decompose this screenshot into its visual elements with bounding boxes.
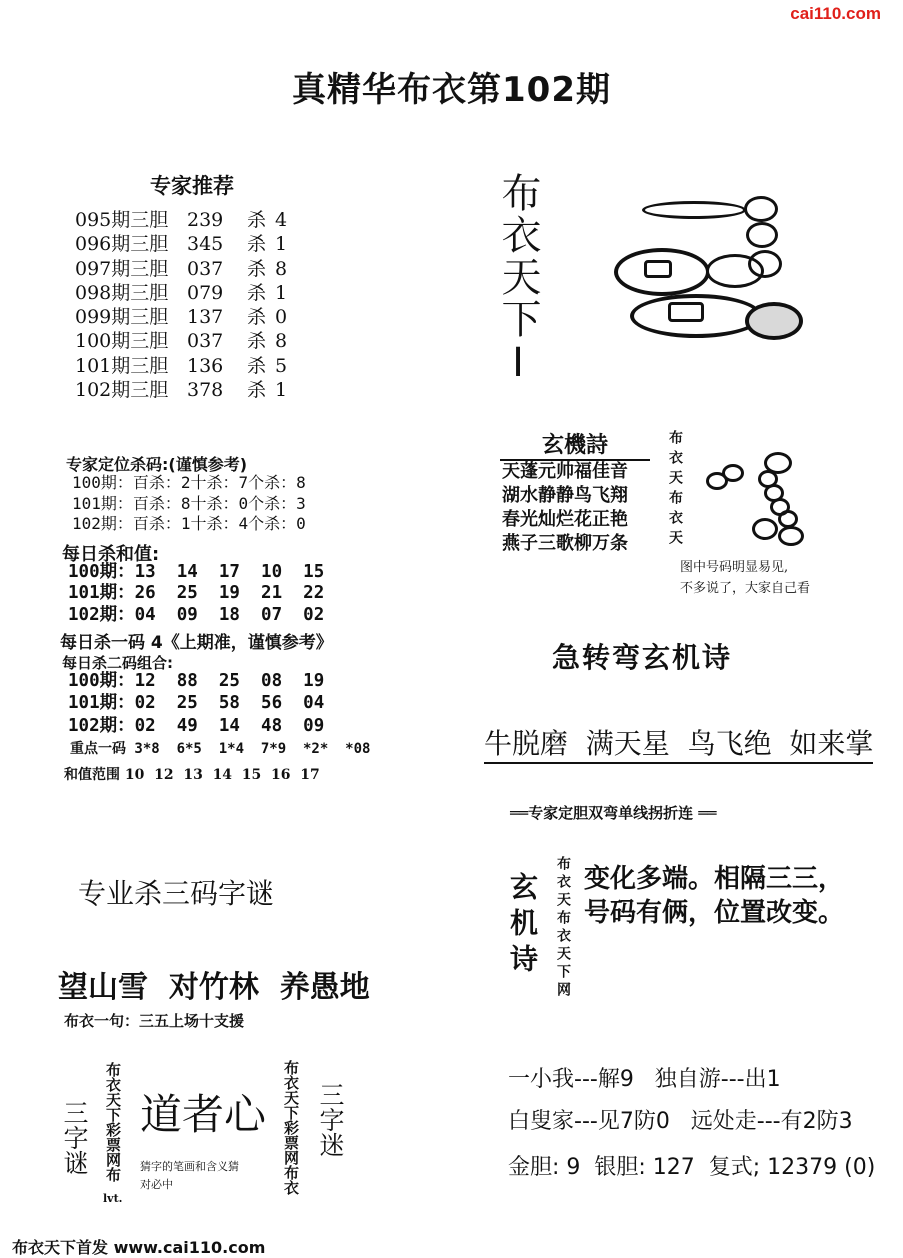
expert-period: 095期三胆 bbox=[75, 209, 169, 231]
xuanji-label: 玄机诗 bbox=[506, 872, 539, 980]
expert-period: 101期三胆 bbox=[75, 354, 169, 377]
expert-row bbox=[75, 378, 295, 402]
sum-row: 101期：26 25 19 21 22 bbox=[68, 583, 325, 604]
expert-kill: 杀 bbox=[247, 379, 267, 402]
expert-row bbox=[75, 257, 295, 281]
budong-figure bbox=[610, 190, 810, 340]
results-line2: 白叟家---见7防0 远处走---有2防3 bbox=[508, 1109, 853, 1134]
page-title: 真精华布衣第102期 bbox=[292, 70, 611, 110]
expert-period: 102期三胆 bbox=[75, 379, 169, 402]
expert-kill: 杀 bbox=[247, 330, 267, 353]
expert-k: 0 bbox=[275, 306, 288, 329]
sum-heading: 每日杀和值: bbox=[62, 544, 160, 565]
xuanji-line1: 变化多端。相隔三三， bbox=[584, 864, 845, 894]
poem-lines-row: 湖水静静鸟飞翔 bbox=[502, 485, 628, 506]
two-code-heading: 每日杀二码组合: bbox=[62, 654, 173, 672]
expert-kill: 杀 bbox=[247, 257, 267, 280]
xuanji-line2: 号码有俩，位置改变。 bbox=[584, 898, 845, 928]
expert-row bbox=[75, 329, 295, 353]
expert-list bbox=[75, 208, 295, 402]
poem-lines-row: 天蓬元帅福佳音 bbox=[502, 461, 628, 482]
riddle-left-vert2: lvt. bbox=[103, 1192, 123, 1205]
two-code-list bbox=[68, 670, 324, 737]
expert-nums: 079 bbox=[187, 281, 224, 304]
results-line3: 金胆: 9 银胆: 127 复式; 12379 (0) bbox=[508, 1155, 876, 1180]
budong-vertical: 布衣天下I bbox=[495, 172, 541, 388]
poem-heading: 玄機詩 bbox=[500, 428, 650, 461]
one-code: 每日杀一码 4《上期准，谨慎参考》 bbox=[60, 633, 333, 653]
expert-kill: 杀 bbox=[247, 354, 267, 377]
poem-lines bbox=[502, 460, 628, 556]
expert-nums: 378 bbox=[187, 379, 224, 402]
turn-sub-wrap: ══专家定胆双弯单线拐折连 ══ bbox=[510, 804, 717, 822]
expert-period: 097期三胆 bbox=[75, 257, 169, 280]
turn-line: 牛脱磨 满天星 鸟飞绝 如来掌 bbox=[484, 722, 873, 764]
footer: 布衣天下首发 www.cai110.com bbox=[12, 1238, 266, 1257]
riddle-note: 布衣一句：三五上场十支援 bbox=[64, 1012, 245, 1030]
position-list bbox=[72, 473, 306, 535]
position-heading: 专家定位杀码:(谨慎参考) bbox=[66, 455, 248, 474]
turn-heading: 急转弯玄机诗 bbox=[552, 641, 733, 674]
expert-k: 4 bbox=[275, 209, 288, 231]
riddle-heading: 专业杀三码字谜 bbox=[78, 877, 275, 910]
two-code-row: 101期：02 25 58 56 04 bbox=[68, 693, 325, 714]
expert-k: 1 bbox=[275, 233, 288, 256]
expert-period: 098期三胆 bbox=[75, 281, 169, 304]
riddle-right-label: 三字迷 bbox=[316, 1082, 345, 1157]
sum-row: 102期：04 09 18 07 02 bbox=[68, 604, 325, 625]
expert-k: 1 bbox=[275, 281, 288, 304]
poem-figure bbox=[700, 448, 810, 548]
expert-k: 8 bbox=[275, 330, 288, 353]
expert-row bbox=[75, 354, 295, 378]
expert-row bbox=[75, 305, 295, 329]
poem-hint2: 不多说了，大家自己看 bbox=[680, 581, 811, 596]
poem-side-vert: 布衣天布衣天 bbox=[667, 430, 683, 550]
poem-lines-row: 春光灿烂花正艳 bbox=[502, 509, 628, 530]
riddle-left-vert: 布衣天下彩票网布 bbox=[104, 1062, 122, 1182]
riddle-center-note1: 猜字的笔画和含义猜 bbox=[140, 1160, 239, 1173]
expert-nums: 345 bbox=[187, 233, 224, 256]
expert-nums: 037 bbox=[187, 330, 224, 353]
riddle-left-label: 三字谜 bbox=[60, 1100, 89, 1175]
position-row: 101期：百杀：8十杀：0个杀：3 bbox=[72, 493, 306, 513]
riddle-words: 望山雪 对竹林 养愚地 bbox=[58, 970, 370, 1005]
expert-period: 096期三胆 bbox=[75, 233, 169, 256]
sum-range: 和值范围 10 12 13 14 15 16 17 bbox=[64, 767, 320, 783]
expert-k: 8 bbox=[275, 257, 288, 280]
expert-row bbox=[75, 208, 295, 232]
expert-nums: 136 bbox=[187, 354, 224, 377]
expert-nums: 037 bbox=[187, 257, 224, 280]
sum-row: 100期：13 14 17 10 15 bbox=[68, 562, 325, 582]
riddle-center: 道者心 bbox=[140, 1090, 267, 1139]
sum-list bbox=[68, 562, 324, 626]
expert-period: 099期三胆 bbox=[75, 306, 169, 329]
two-code-row: 100期：12 88 25 08 19 bbox=[68, 671, 325, 691]
expert-nums: 137 bbox=[187, 306, 224, 329]
expert-kill: 杀 bbox=[247, 233, 267, 256]
poem-hint1: 图中号码明显易见, bbox=[680, 560, 789, 575]
expert-period: 100期三胆 bbox=[75, 330, 169, 353]
riddle-center-note2: 对必中 bbox=[140, 1178, 173, 1191]
expert-k: 5 bbox=[275, 354, 288, 377]
xuanji-vert: 布衣天布衣天下网 bbox=[555, 856, 571, 1000]
expert-kill: 杀 bbox=[247, 281, 267, 304]
turn-sub: 专家定胆双弯单线拐折连 bbox=[528, 804, 694, 822]
expert-kill: 杀 bbox=[247, 306, 267, 329]
two-code-row: 102期：02 49 14 48 09 bbox=[68, 715, 325, 736]
position-row: 100期：百杀：2十杀：7个杀：8 bbox=[72, 473, 306, 492]
expert-row bbox=[75, 281, 295, 305]
expert-nums: 239 bbox=[187, 209, 224, 231]
expert-k: 1 bbox=[275, 379, 288, 402]
results-line1: 一小我---解9 独自游---出1 bbox=[508, 1067, 781, 1092]
key-code: 重点一码 3*8 6*5 1*4 7*9 *2* *08 bbox=[70, 741, 371, 757]
expert-kill: 杀 bbox=[247, 209, 267, 231]
expert-row bbox=[75, 232, 295, 256]
expert-heading: 专家推荐 bbox=[150, 174, 234, 198]
riddle-right-vert: 布衣天下彩票网布衣 bbox=[282, 1060, 300, 1195]
poem-lines-row: 燕子三歌柳万条 bbox=[502, 533, 628, 554]
site-logo-text[interactable]: cai110.com bbox=[790, 4, 881, 23]
position-row: 102期：百杀：1十杀：4个杀：0 bbox=[72, 514, 306, 533]
